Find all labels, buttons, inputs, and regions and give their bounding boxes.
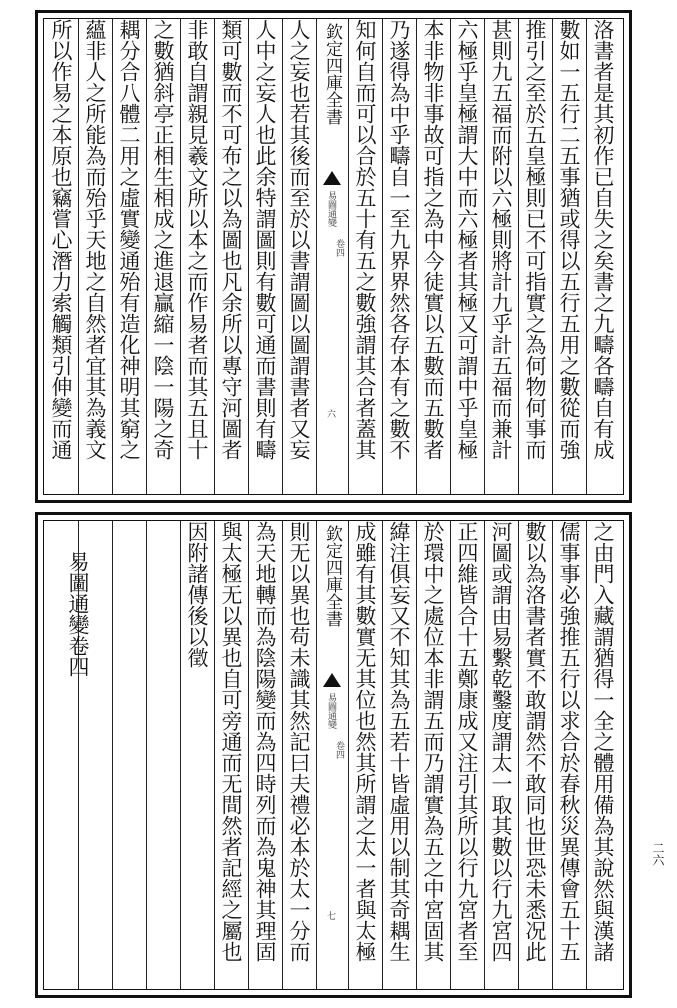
column-rule — [214, 521, 215, 989]
fishtail-mark — [323, 673, 341, 687]
bottom-page-panel — [35, 512, 632, 998]
column-rule — [382, 19, 383, 494]
siku-quanshu-label: 欽定四庫全書 — [322, 23, 342, 125]
column-rule — [552, 521, 553, 989]
column-rule — [78, 19, 79, 494]
column-rule — [348, 19, 349, 494]
column-rule — [416, 19, 417, 494]
column-rule — [112, 521, 113, 989]
text-column: 乃遂得為中乎疇自一至九界界然各存本有之數不 — [387, 19, 411, 460]
text-column: 所以作易之本原也竊嘗心潛力索觸類引伸變而通 — [49, 19, 73, 460]
text-column: 正四維皆合十五鄭康成又注引其所以行九宮者至 — [455, 521, 479, 962]
text-column: 本非物非事故可指之為中今徒實以五數而五數者 — [421, 19, 445, 460]
column-rule — [484, 521, 485, 989]
siku-quanshu-label: 欽定四庫全書 — [322, 525, 342, 627]
column-rule — [586, 521, 587, 989]
volume-label: 卷四 — [334, 741, 344, 759]
text-column: 甚則九五福而附以六極則將計九乎計五福而兼計 — [489, 19, 513, 460]
column-rule — [586, 19, 587, 494]
text-column: 人之妄也若其後而至於以書謂圖以圖謂書者又妄 — [287, 19, 311, 460]
text-column: 推引之至於五皇極則已不可指實之為何物何事而 — [523, 19, 547, 460]
column-rule — [282, 19, 283, 494]
text-column: 數如一五行二五事猶或得以五行五用之數從而強 — [557, 19, 581, 460]
column-rule — [450, 521, 451, 989]
column-rule — [146, 19, 147, 494]
column-rule — [248, 521, 249, 989]
volume-label: 卷四 — [334, 239, 344, 257]
column-rule — [316, 521, 317, 989]
column-rule — [484, 19, 485, 494]
column-rule — [552, 19, 553, 494]
volume-end-title: 易圖通變卷四 — [66, 551, 90, 677]
column-rule — [518, 521, 519, 989]
text-column: 之由門入藏謂猶得一全之體用備為其說然與漢諸 — [591, 521, 615, 962]
column-rule — [180, 521, 181, 989]
column-rule — [146, 521, 147, 989]
bottom-page-frame — [43, 520, 624, 990]
text-column: 緯注俱妄又不知其為五若十皆虛用以制其奇耦生 — [387, 521, 411, 962]
text-column: 河圖或謂由易繫乾鑿度謂太一取其數以行九宮四 — [489, 521, 513, 962]
page-number: 二六 — [651, 842, 665, 866]
text-column: 蘊非人之所能為而殆乎天地之自然者宜其為義文 — [83, 19, 107, 460]
column-rule — [348, 521, 349, 989]
text-column: 成雖有其數實无其位也然其所謂之太一者與太極 — [353, 521, 377, 962]
book-title-label: 易圖通變 — [326, 191, 336, 227]
text-column: 與太極无以異也自可旁通而无間然者記經之屬也 — [219, 521, 243, 962]
column-rule — [382, 521, 383, 989]
text-column: 於環中之處位本非謂五而乃謂實為五之中宮固其 — [421, 521, 445, 962]
leaf-number: 六 — [327, 410, 337, 420]
text-column: 知何自而可以合於五十有五之數強謂其合者蓋其 — [353, 19, 377, 460]
text-column: 儒事事必強推五行以求合於春秋災異傳會五十五 — [557, 521, 581, 962]
column-rule — [112, 19, 113, 494]
text-column: 洛書者是其初作已自失之矣書之九疇各疇自有成 — [591, 19, 615, 460]
fold-margin — [317, 19, 347, 494]
top-page-frame — [43, 18, 624, 495]
text-column: 之數猶斜亭正相生相成之進退贏縮一陰一陽之奇 — [151, 19, 175, 460]
text-column: 則无以異也苟未識其然記曰夫禮必本於太一分而 — [287, 521, 311, 962]
fold-margin — [317, 521, 347, 989]
column-rule — [450, 19, 451, 494]
text-column: 非敢自謂親見羲文所以本之而作易者而其五且十 — [185, 19, 209, 460]
column-rule — [214, 19, 215, 494]
top-page-panel — [35, 10, 632, 503]
text-column: 為天地轉而為陰陽變而為四時列而為鬼神其理固 — [253, 521, 277, 962]
column-rule — [282, 521, 283, 989]
text-column: 人中之妄人也此余特謂圖則有數可通而書則有疇 — [253, 19, 277, 460]
book-title-label: 易圖通變 — [326, 693, 336, 729]
column-rule — [180, 19, 181, 494]
column-rule — [416, 521, 417, 989]
text-column: 數以為洛書者實不敢謂然不敢同也世恐未悉况此 — [523, 521, 547, 962]
leaf-number: 七 — [327, 912, 337, 922]
text-column: 六極乎皇極謂大中而六極者其極又可謂中乎皇極 — [455, 19, 479, 460]
fishtail-mark — [323, 171, 341, 185]
column-rule — [316, 19, 317, 494]
text-column: 耦分合八體二用之虛實變通殆有造化神明其窮之 — [117, 19, 141, 460]
text-column: 類可數而不可布之以為圖也凡余所以專守河圖者 — [219, 19, 243, 460]
column-rule — [518, 19, 519, 494]
text-column: 因附諸傳後以徵 — [185, 521, 209, 668]
column-rule — [248, 19, 249, 494]
